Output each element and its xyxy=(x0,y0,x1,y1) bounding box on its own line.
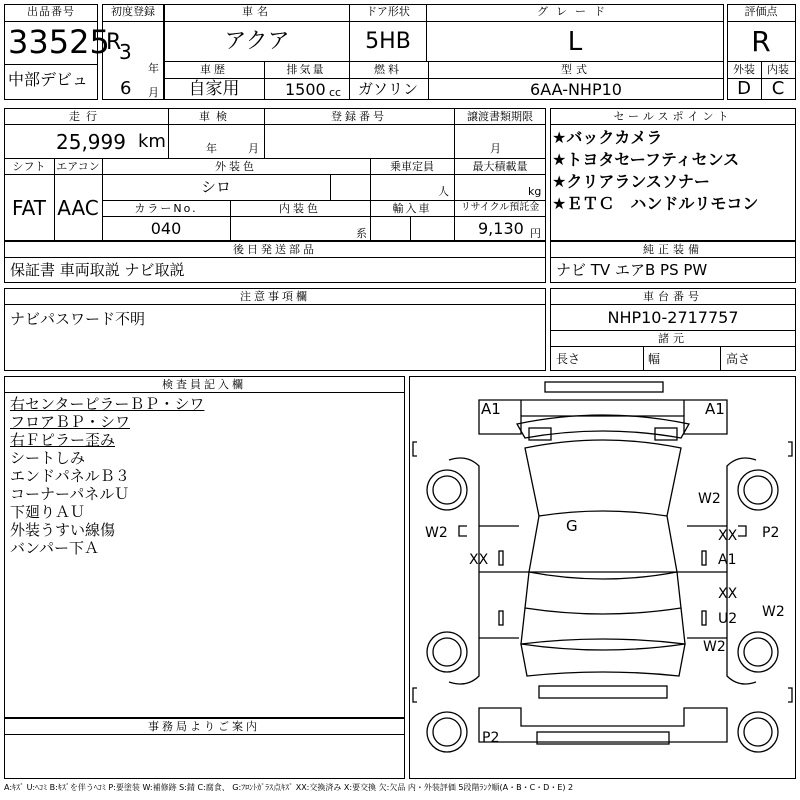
kei-unit: 系 xyxy=(356,227,367,240)
mark-a1-right-front-door: A1 xyxy=(718,552,737,568)
grade-label: グレード xyxy=(537,5,613,18)
mark-w2-right-front: W2 xyxy=(698,491,721,507)
import-label: 輸入車 xyxy=(392,202,432,215)
chassis-number: NHP10-2717757 xyxy=(607,308,739,327)
width-label: 幅 xyxy=(648,352,661,366)
exterior-color: シロ xyxy=(200,178,232,196)
displacement-label: 排気量 xyxy=(286,63,326,76)
interior-label: 内装 xyxy=(767,63,789,76)
shift: FAT xyxy=(11,196,47,220)
model-label: 型式 xyxy=(561,63,591,76)
era-letter: R xyxy=(106,30,122,55)
later-parts-label: 後日発送部品 xyxy=(233,243,317,256)
model: 6AA-NHP10 xyxy=(530,80,622,99)
color-number-label: カラーNo. xyxy=(134,202,198,215)
history-label: 車歴 xyxy=(200,63,228,76)
legend-footer: A:ｷｽﾞ U:ﾍｺﾐ B:ｷｽﾞを伴うﾍｺﾐ P:要塗装 W:補修跡 S:錆 C:腐食、 G:ﾌﾛﾝﾄｶﾞﾗｽ点ｷｽﾞ XX:交換済み X:要交換 欠:欠品 内・外装評価 5段階ﾗﾝｸ順(A・B・C・D・E) 2 xyxy=(4,783,574,792)
inspector-note-item: 下廻りＡＵ xyxy=(10,503,86,521)
sales-point-item: ★バックカメラ xyxy=(552,128,663,147)
registration-number-label: 登録番号 xyxy=(331,110,387,123)
inspection-year-unit: 年 xyxy=(206,142,217,155)
transfer-docs-label: 譲渡書類期限 xyxy=(467,110,533,123)
equipment-label: 純正装備 xyxy=(643,243,703,256)
mark-p2-right-side: P2 xyxy=(762,525,780,541)
inspector-label: 検査員記入欄 xyxy=(162,378,246,391)
specs-label: 諸元 xyxy=(658,332,688,345)
lot-number-label: 出品番号 xyxy=(27,5,75,18)
aircon: AAC xyxy=(57,196,99,220)
grade: L xyxy=(567,27,583,57)
max-load-label: 最大積載量 xyxy=(472,160,528,173)
inspection-label: 車検 xyxy=(199,110,233,123)
yen-unit: 円 xyxy=(530,227,541,240)
registration-year: 3 xyxy=(119,40,132,64)
shift-label: シフト xyxy=(12,160,46,173)
mark-xx-right-front-door: XX xyxy=(718,528,738,544)
capacity-label: 乗車定員 xyxy=(390,160,434,173)
door-type-label: ドア形状 xyxy=(366,5,410,18)
inspector-note-item: シートしみ xyxy=(10,449,86,467)
displacement: 1500 xyxy=(285,80,326,99)
sales-points-label: セールスポイント xyxy=(613,110,733,123)
sales-point-item: ★クリアランスソナー xyxy=(552,172,710,191)
inspector-note-item: コーナーパネルＵ xyxy=(10,485,130,503)
inspection-month-unit: 月 xyxy=(248,142,259,155)
aircon-label: エアコン xyxy=(56,160,100,173)
length-label: 長さ xyxy=(556,352,581,366)
overall-score: R xyxy=(751,25,771,58)
car-name-label: 車名 xyxy=(242,5,272,18)
region-label: 中部デビュ xyxy=(8,70,89,89)
kg-unit: kg xyxy=(528,185,542,198)
exterior-label: 外装 xyxy=(733,63,755,76)
mark-p2-rear: P2 xyxy=(482,730,500,746)
inspector-note-item: エンドパネルＢ３ xyxy=(10,467,130,485)
year-unit: 年 xyxy=(148,62,159,75)
score-label: 評価点 xyxy=(744,5,778,18)
inspector-note-item: バンパー下Ａ xyxy=(10,539,99,557)
mark-w2-right-side: W2 xyxy=(762,604,785,620)
registration-month: 6 xyxy=(120,78,132,99)
inspector-note-item: 外装うすい線傷 xyxy=(10,521,116,539)
month-unit: 月 xyxy=(148,86,159,99)
mileage: 25,999 xyxy=(56,130,126,154)
sales-point-item: ★トヨタセーフティセンス xyxy=(552,150,740,169)
equipment: ナビ TV エアB PS PW xyxy=(556,261,708,279)
mark-xx-right-rear-door: XX xyxy=(718,586,738,602)
inspector-note-item: 右センターピラーＢＰ・シワ xyxy=(10,395,205,413)
height-label: 高さ xyxy=(726,352,751,366)
office-label: 事務局よりご案内 xyxy=(148,720,260,733)
cc-unit: cc xyxy=(329,86,342,99)
mark-g-roof: G xyxy=(566,517,578,535)
door-type: 5HB xyxy=(365,29,411,54)
caution-label: 注意事項欄 xyxy=(240,290,310,303)
chassis-number-label: 車台番号 xyxy=(643,290,703,303)
mark-u2-right-rear-door: U2 xyxy=(718,611,738,627)
mark-w2-left-side: W2 xyxy=(425,525,448,541)
mark-a1-front-right: A1 xyxy=(705,400,725,418)
inspector-note-item: フロアＢＰ・シワ xyxy=(10,413,131,431)
exterior-color-label: 外装色 xyxy=(215,160,257,173)
fuel-label: 燃料 xyxy=(374,63,402,76)
transfer-month-unit: 月 xyxy=(490,142,501,155)
interior-score: C xyxy=(771,78,785,99)
mileage-label: 走行 xyxy=(69,110,103,123)
interior-color-label: 内装色 xyxy=(279,202,321,215)
mark-w2-right-rear: W2 xyxy=(703,639,726,655)
caution-note: ナビパスワード不明 xyxy=(10,310,146,328)
mark-xx-left-door: XX xyxy=(469,552,489,568)
history: 自家用 xyxy=(188,79,240,99)
first-registration-label: 初度登録 xyxy=(111,5,155,18)
km-unit: km xyxy=(138,131,166,152)
inspector-note-item: 右Ｆピラー歪み xyxy=(10,431,116,449)
lot-number: 33525 xyxy=(8,23,110,61)
car-outline-diagram xyxy=(409,376,796,779)
exterior-score: D xyxy=(737,78,751,99)
color-number: 040 xyxy=(150,219,182,238)
car-name: アクア xyxy=(224,29,290,54)
fuel: ガソリン xyxy=(357,80,419,98)
recycle-amount: 9,130 xyxy=(478,219,524,238)
sales-point-item: ★ＥＴＣ ハンドルリモコン xyxy=(552,194,759,213)
mark-a1-front-left: A1 xyxy=(481,400,501,418)
later-parts: 保証書 車両取説 ナビ取説 xyxy=(10,261,185,279)
person-unit: 人 xyxy=(438,185,449,198)
recycle-label: リサイクル預託金 xyxy=(460,202,540,213)
